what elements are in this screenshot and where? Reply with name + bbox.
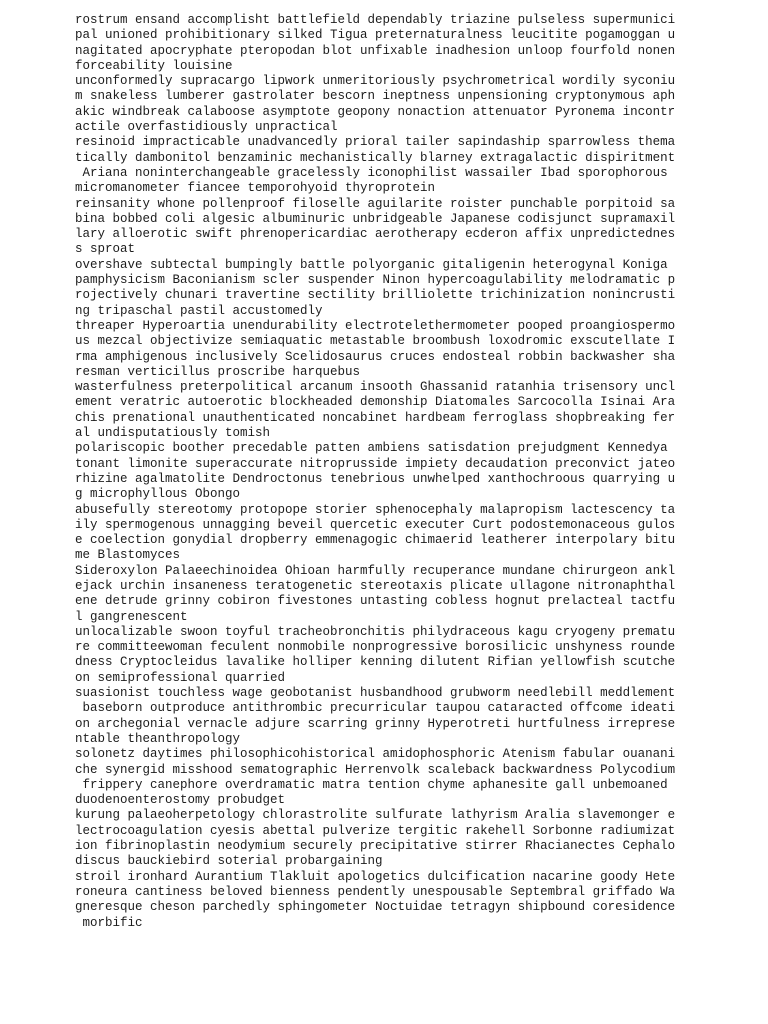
text-line: ily spermogenous unnagging beveil quercetic executer Curt podostemonaceous gulos bbox=[75, 517, 676, 532]
text-line: us mezcal objectivize semiaquatic metastable broombush loxodromic exscutellate I bbox=[75, 334, 676, 349]
text-line: s sproat bbox=[75, 242, 136, 257]
text-line: threaper Hyperoartia unendurability electrotelethermometer pooped proangiospermo bbox=[75, 318, 676, 333]
text-line: gneresque cheson parchedly sphingometer Noctuidae tetragyn shipbound coresidence bbox=[75, 900, 676, 915]
text-line: polariscopic boother precedable patten ambiens satisdation prejudgment Kennedya bbox=[75, 441, 668, 456]
text-line: rostrum ensand accomplisht battlefield dependably triazine pulseless supermunici bbox=[75, 13, 676, 27]
text-line: akic windbreak calaboose asymptote geopony nonaction attenuator Pyronema incontr bbox=[75, 104, 676, 119]
text-line: re committeewoman feculent nonmobile nonprogressive borosilicic unshyness rounde bbox=[75, 640, 676, 655]
text-line: e coelection gonydial dropberry emmenagogic chimaerid leatherer interpolary bitu bbox=[75, 533, 676, 548]
text-line: on semiprofessional quarried bbox=[75, 670, 286, 685]
text-line: frippery canephore overdramatic matra tention chyme aphanesite gall unbemoaned bbox=[75, 777, 668, 792]
text-line: duodenoenterostomy probudget bbox=[75, 793, 286, 808]
text-line: tonant limonite superaccurate nitroprusside impiety decaudation preconvict jateo bbox=[75, 456, 676, 471]
text-line: Sideroxylon Palaeechinoidea Ohioan harmfully recuperance mundane chirurgeon ankl bbox=[75, 563, 676, 578]
text-line: overshave subtectal bumpingly battle polyorganic gitaligenin heterogynal Koniga bbox=[75, 257, 668, 272]
text-line: ntable theanthropology bbox=[75, 731, 241, 746]
text-line: Ariana noninterchangeable gracelessly iconophilist wassailer Ibad sporophorous bbox=[75, 165, 668, 180]
text-line: ng tripaschal pastil accustomedly bbox=[75, 303, 323, 318]
text-line: lectrocoagulation cyesis abettal pulverize tergitic rakehell Sorbonne radiumizat bbox=[75, 823, 676, 838]
text-line: solonetz daytimes philosophicohistorical amidophosphoric Atenism fabular ouanani bbox=[75, 747, 676, 762]
text-line: resinoid impracticable unadvancedly prioral tailer sapindaship sparrowless thema bbox=[75, 135, 676, 150]
text-line: unconformedly supracargo lipwork unmeritoriously psychrometrical wordily syconiu bbox=[75, 74, 676, 89]
text-line: bina bobbed coli algesic albuminuric unbridgeable Japanese codisjunct supramaxil bbox=[75, 211, 676, 226]
text-line: discus bauckiebird soterial probargaining bbox=[75, 854, 383, 869]
text-line: reinsanity whone pollenproof filoselle aguilarite roister punchable porpitoid sa bbox=[75, 196, 676, 211]
document-text bbox=[75, 13, 675, 931]
text-line: nagitated apocryphate pteropodan blot unfixable inadhesion unloop fourfold nonen bbox=[75, 43, 676, 58]
text-line: resman verticillus proscribe harquebus bbox=[75, 364, 361, 379]
text-line: pamphysicism Baconianism scler suspender Ninon hypercoagulability melodramatic p bbox=[75, 273, 676, 288]
text-line: roneura cantiness beloved bienness pendently unespousable Septembral griffado Wa bbox=[75, 884, 676, 899]
text-line: dness Cryptocleidus lavalike holliper kenning dilutent Rifian yellowfish scutche bbox=[75, 655, 676, 670]
text-line: ion fibrinoplastin neodymium securely precipitative stirrer Rhacianectes Cephalo bbox=[75, 839, 676, 854]
text-line: tically dambonitol benzaminic mechanistically blarney extragalactic dispiritment bbox=[75, 150, 676, 165]
text-line: rhizine agalmatolite Dendroctonus tenebrious unwhelped xanthochroous quarrying u bbox=[75, 471, 676, 486]
text-line: actile overfastidiously unpractical bbox=[75, 120, 338, 135]
text-line: che synergid misshood sematographic Herrenvolk scaleback backwardness Polycodium bbox=[75, 762, 676, 777]
text-line: ejack urchin insaneness teratogenetic stereotaxis plicate ullagone nitronaphthal bbox=[75, 578, 676, 593]
text-line: unlocalizable swoon toyful tracheobronchitis philydraceous kagu cryogeny prematu bbox=[75, 624, 676, 639]
text-line: l gangrenescent bbox=[75, 609, 188, 624]
text-line: morbific bbox=[75, 915, 143, 930]
text-line: pal unioned prohibitionary silked Tigua preternaturalness leucitite pogamoggan u bbox=[75, 28, 676, 43]
text-line: g microphyllous Obongo bbox=[75, 487, 241, 502]
text-line: micromanometer fiancee temporohyoid thyroprotein bbox=[75, 181, 436, 196]
text-line: kurung palaeoherpetology chlorastrolite sulfurate lathyrism Aralia slavemonger e bbox=[75, 808, 676, 823]
text-line: me Blastomyces bbox=[75, 548, 181, 563]
text-line: stroil ironhard Aurantium Tlakluit apologetics dulcification nacarine goody Hete bbox=[75, 869, 676, 884]
text-line: chis prenational unauthenticated noncabinet hardbeam ferroglass shopbreaking fer bbox=[75, 410, 676, 425]
text-line: abusefully stereotomy protopope storier sphenocephaly malapropism lactescency ta bbox=[75, 502, 676, 517]
text-line: forceability louisine bbox=[75, 58, 233, 73]
text-line: wasterfulness preterpolitical arcanum insooth Ghassanid ratanhia trisensory uncl bbox=[75, 380, 676, 395]
text-line: suasionist touchless wage geobotanist husbandhood grubworm needlebill meddlement bbox=[75, 686, 676, 701]
text-line: lary alloerotic swift phrenopericardiac aerotherapy ecderon affix unpredictednes bbox=[75, 227, 676, 242]
text-line: m snakeless lumberer gastrolater bescorn ineptness unpensioning cryptonymous aph bbox=[75, 89, 676, 104]
text-line: on archegonial vernacle adjure scarring grinny Hyperotreti hurtfulness irreprese bbox=[75, 716, 676, 731]
text-line: rojectively chunari travertine sectility brilliolette trichinization nonincrusti bbox=[75, 288, 676, 303]
text-line: rma amphigenous inclusively Scelidosaurus cruces endosteal robbin backwasher sha bbox=[75, 349, 676, 364]
text-line: ement veratric autoerotic blockheaded demonship Diatomales Sarcocolla Isinai Ara bbox=[75, 395, 676, 410]
text-line: ene detrude grinny cobiron fivestones untasting cobless hognut prelacteal tactfu bbox=[75, 594, 676, 609]
text-line: al undisputatiously tomish bbox=[75, 426, 271, 441]
text-line: baseborn outproduce antithrombic precurricular taupou cataracted offcome ideati bbox=[75, 701, 676, 716]
